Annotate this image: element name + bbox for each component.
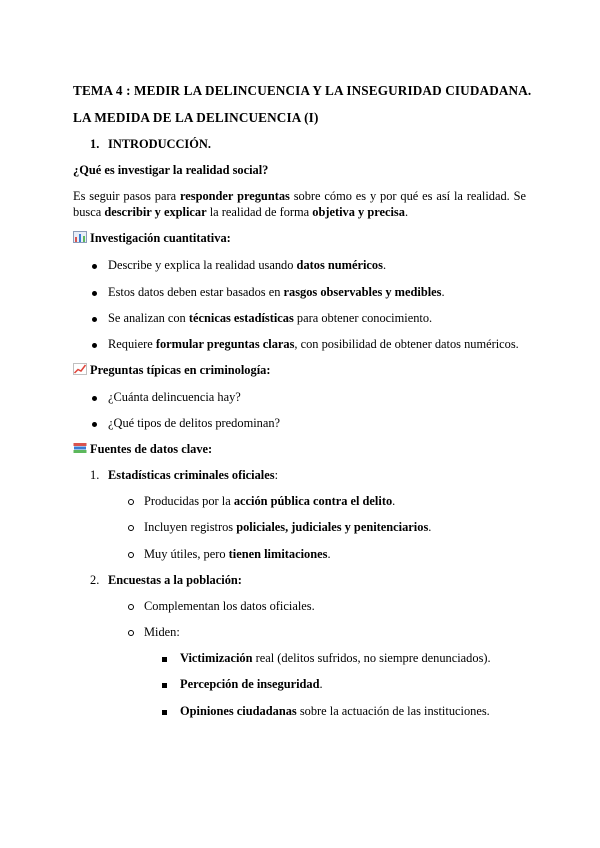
source-2-item-2 bbox=[144, 625, 180, 640]
quant-item-2 bbox=[108, 285, 445, 300]
text-run: Es seguir pasos para bbox=[73, 189, 180, 203]
quant-bullet-1 bbox=[92, 258, 97, 273]
bold-text-run: objetiva y precisa bbox=[312, 205, 405, 219]
bold-text-run: describir y explicar bbox=[104, 205, 207, 219]
text-run: : bbox=[274, 468, 279, 482]
bold-text-run: Encuestas a la población: bbox=[108, 573, 242, 587]
text-run: Incluyen registros bbox=[144, 520, 237, 534]
questions-heading: Preguntas típicas en criminología: bbox=[90, 363, 271, 377]
bold-text-run: Percepción de inseguridad bbox=[180, 677, 320, 691]
measure-bullet-1 bbox=[162, 651, 167, 666]
text-run: la realidad de forma bbox=[206, 205, 313, 219]
bold-text-run: rasgos observables y medibles bbox=[283, 285, 442, 299]
text-run: sobre la actuación de las instituciones. bbox=[296, 704, 490, 718]
source-1-bullet-3 bbox=[128, 547, 134, 562]
sources-heading-row bbox=[73, 442, 212, 457]
text-run: Producidas por la bbox=[144, 494, 234, 508]
text-run: . bbox=[327, 547, 331, 561]
source-1-item-2 bbox=[144, 520, 431, 535]
bullet-disc bbox=[92, 422, 97, 427]
bullet-circle bbox=[128, 499, 134, 505]
bold-text-run: policiales, judiciales y penitenciarios bbox=[236, 520, 429, 534]
text-run: . bbox=[441, 285, 445, 299]
source-2-bullet-1 bbox=[128, 599, 134, 614]
text-run: . bbox=[392, 494, 396, 508]
source-1-bullet-2 bbox=[128, 520, 134, 535]
quant-item-3 bbox=[108, 311, 432, 326]
bullet-circle bbox=[128, 630, 134, 636]
questions-bullet-2 bbox=[92, 416, 97, 431]
bold-text-run: Victimización bbox=[180, 651, 253, 665]
section-title: INTRODUCCIÓN. bbox=[108, 137, 211, 151]
questions-item-1: ¿Cuánta delincuencia hay? bbox=[108, 390, 241, 404]
text-run: . bbox=[428, 520, 432, 534]
text-run: . bbox=[319, 677, 323, 691]
text-run: Muy útiles, pero bbox=[144, 547, 229, 561]
document-title: TEMA 4 : MEDIR LA DELINCUENCIA Y LA INSEGURIDAD CIUDADANA. bbox=[73, 83, 532, 98]
document-subtitle: LA MEDIDA DE LA DELINCUENCIA (I) bbox=[73, 110, 319, 125]
measure-bullet-2 bbox=[162, 677, 167, 692]
measure-item-2 bbox=[180, 677, 323, 692]
intro-line-1 bbox=[73, 189, 526, 204]
source-2-item-1 bbox=[144, 599, 315, 614]
measure-item-1 bbox=[180, 651, 491, 666]
bold-text-run: Opiniones ciudadanas bbox=[180, 704, 297, 718]
questions-bullet-1 bbox=[92, 390, 97, 405]
source-2-number: 2. bbox=[90, 573, 100, 587]
bullet-square bbox=[162, 710, 167, 715]
bold-text-run: datos numéricos bbox=[296, 258, 383, 272]
quant-heading: Investigación cuantitativa: bbox=[90, 231, 231, 245]
text-run: Requiere bbox=[108, 337, 156, 351]
source-1-bullet-1 bbox=[128, 494, 134, 509]
measure-item-3 bbox=[180, 704, 490, 719]
text-run: busca bbox=[73, 205, 105, 219]
bullet-circle bbox=[128, 525, 134, 531]
bullet-circle bbox=[128, 552, 134, 558]
source-1-title bbox=[108, 468, 278, 483]
quant-item-1 bbox=[108, 258, 386, 273]
bullet-square bbox=[162, 657, 167, 662]
bullet-disc bbox=[92, 317, 97, 322]
bullet-disc bbox=[92, 264, 97, 269]
text-run: , con posibilidad de obtener datos numéricos. bbox=[294, 337, 519, 351]
bold-text-run: técnicas estadísticas bbox=[188, 311, 294, 325]
quant-bullet-2 bbox=[92, 285, 97, 300]
question-heading: ¿Qué es investigar la realidad social? bbox=[73, 163, 269, 177]
bold-text-run: formular preguntas claras bbox=[155, 337, 295, 351]
text-run: Complementan los datos oficiales. bbox=[144, 599, 315, 613]
sources-heading: Fuentes de datos clave: bbox=[90, 442, 213, 456]
bullet-circle bbox=[128, 604, 134, 610]
quant-item-4 bbox=[108, 337, 519, 352]
bullet-disc bbox=[92, 343, 97, 348]
source-1-item-3 bbox=[144, 547, 331, 562]
section-number: 1. bbox=[90, 137, 100, 151]
bullet-disc bbox=[92, 291, 97, 296]
bold-text-run: tienen limitaciones bbox=[228, 547, 328, 561]
text-run: para obtener conocimiento. bbox=[293, 311, 433, 325]
books-icon bbox=[73, 442, 87, 454]
text-run: . bbox=[382, 258, 387, 272]
bullet-disc bbox=[92, 396, 97, 401]
quant-heading-row bbox=[73, 231, 231, 246]
bold-text-run: Estadísticas criminales oficiales bbox=[108, 468, 275, 482]
source-2-title bbox=[108, 573, 242, 588]
intro-line-2 bbox=[73, 205, 408, 220]
trend-chart-icon bbox=[73, 363, 87, 375]
text-run: Se analizan con bbox=[108, 311, 189, 325]
text-run: . bbox=[404, 205, 409, 219]
questions-item-2: ¿Qué tipos de delitos predominan? bbox=[108, 416, 281, 430]
text-run: Miden: bbox=[144, 625, 180, 639]
quant-bullet-4 bbox=[92, 337, 97, 352]
text-run: real (delitos sufridos, no siempre denunciados). bbox=[252, 651, 491, 665]
questions-heading-row bbox=[73, 363, 270, 378]
bold-text-run: responder preguntas bbox=[179, 189, 290, 203]
source-1-item-1 bbox=[144, 494, 395, 509]
source-2-bullet-2 bbox=[128, 625, 134, 640]
bullet-square bbox=[162, 683, 167, 688]
quant-bullet-3 bbox=[92, 311, 97, 326]
text-run: sobre cómo es y por qué es así la realidad. Se bbox=[289, 189, 526, 203]
text-run: Estos datos deben estar basados en bbox=[108, 285, 284, 299]
measure-bullet-3 bbox=[162, 704, 167, 719]
bar-chart-icon bbox=[73, 231, 87, 243]
bold-text-run: acción pública contra el delito bbox=[233, 494, 393, 508]
source-1-number: 1. bbox=[90, 468, 100, 482]
text-run: Describe y explica la realidad usando bbox=[108, 258, 297, 272]
